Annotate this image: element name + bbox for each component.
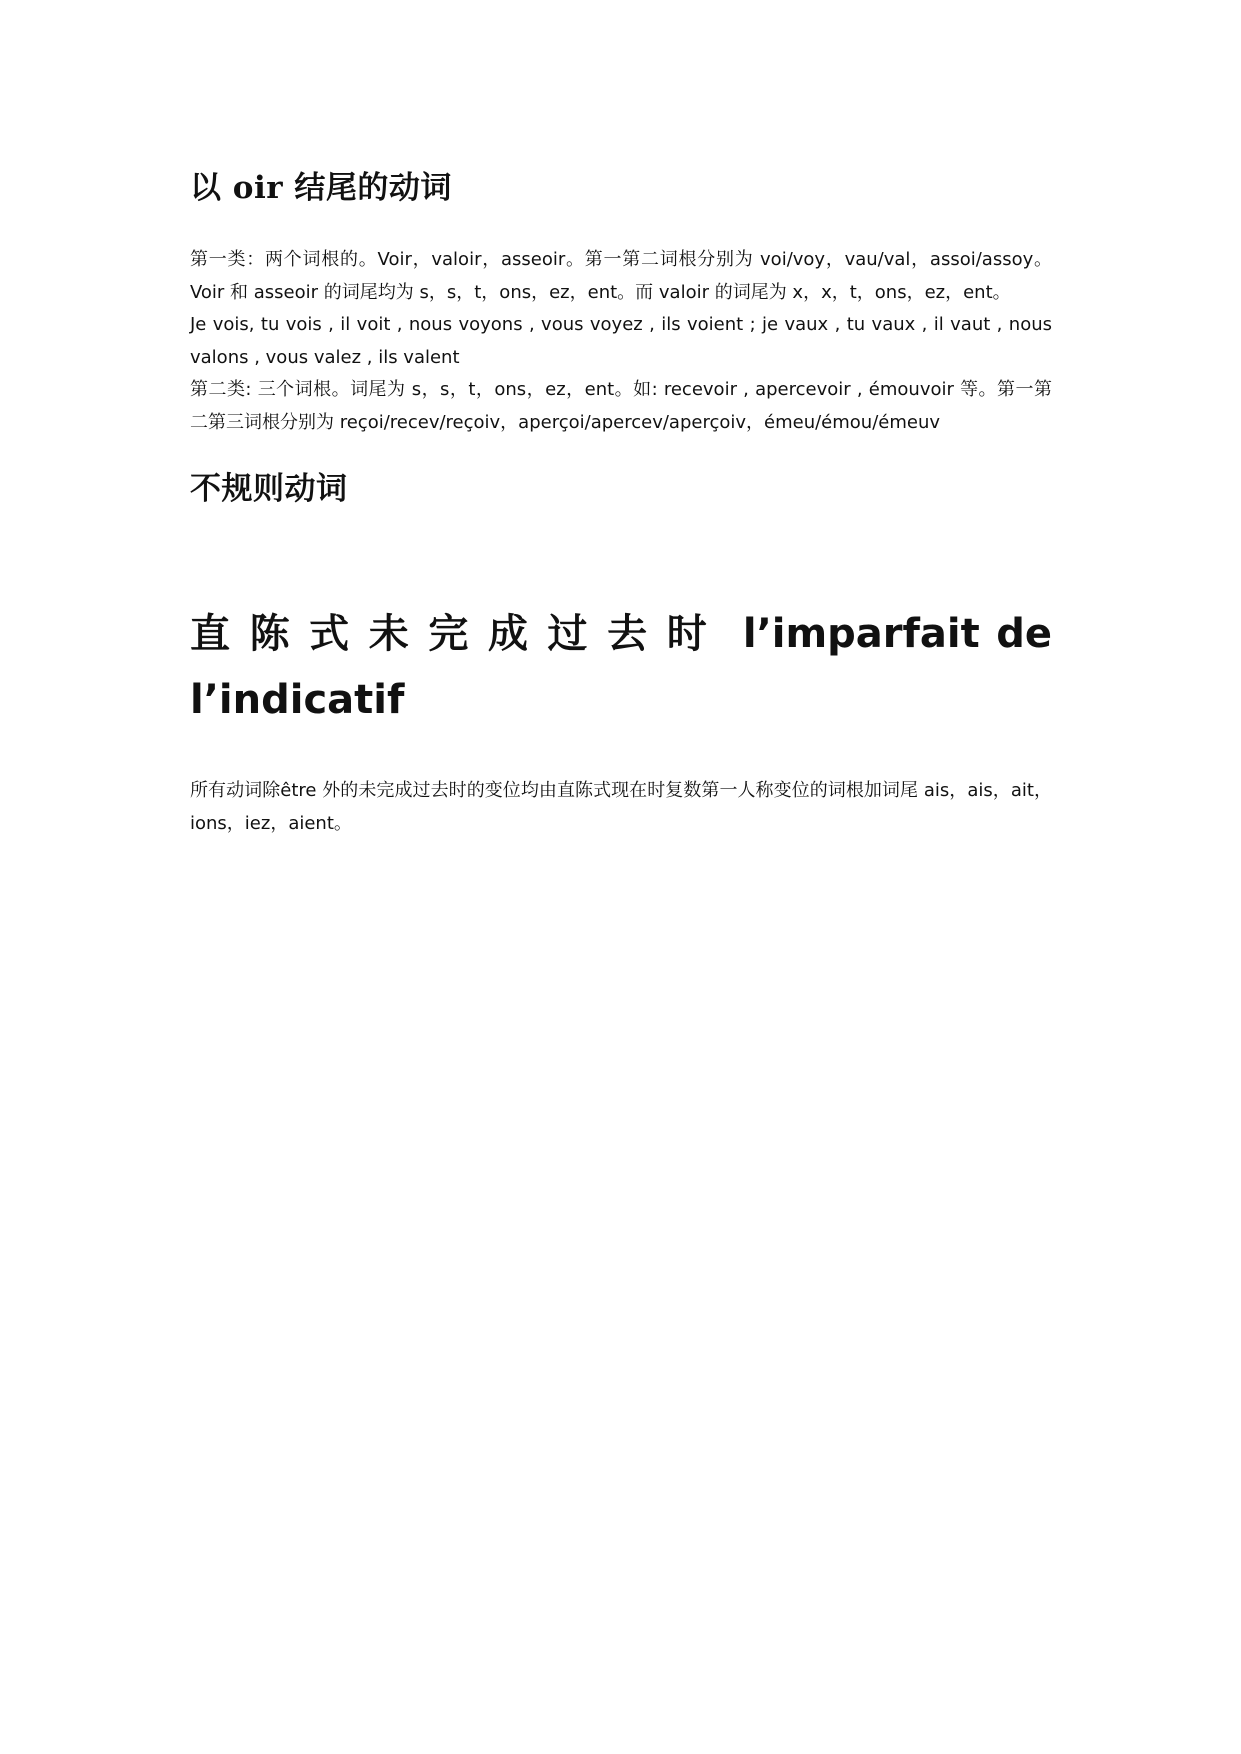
chapter-heading-chinese: 直陈式未完成过去时	[190, 611, 727, 657]
paragraph-first-group: 第一类：两个词根的。Voir，valoir，asseoir。第一第二词根分别为 voi/voy，vau/val，assoi/assoy。Voir 和 asseoir 的词尾均为 s，s，t，ons，ez，ent。而 valoir 的词尾为 x，x，t，ons，ez，ent。	[190, 249, 1052, 303]
document-page	[190, 150, 1052, 840]
section-heading-irregular-verbs: 不规则动词	[190, 471, 348, 507]
paragraph-imparfait-rule: 所有动词除être 外的未完成过去时的变位均由直陈式现在时复数第一人称变位的词根加词尾 ais，ais，ait，ions，iez，aient。	[190, 780, 1052, 834]
paragraph-conjugation-examples: Je vois, tu vois , il voit , nous voyons , vous voyez , ils voient ; je vaux , tu vaux , il vaut , nous valons , vous valez , ils valent	[190, 314, 1052, 368]
chapter-heading-french: l’imparfait de l’indicatif	[190, 611, 1053, 723]
chapter-heading-imparfait	[190, 601, 1052, 733]
paragraph-second-group: 第二类: 三个词根。词尾为 s，s，t，ons，ez，ent。如: recevoir , apercevoir , émouvoir 等。第一第二第三词根分别为 reçoi/recev/reçoiv，aperçoi/apercev/aperçoiv，émeu/émou/émeuv	[190, 379, 1052, 433]
section-heading-oir-verbs: 以 oir 结尾的动词	[190, 170, 452, 206]
